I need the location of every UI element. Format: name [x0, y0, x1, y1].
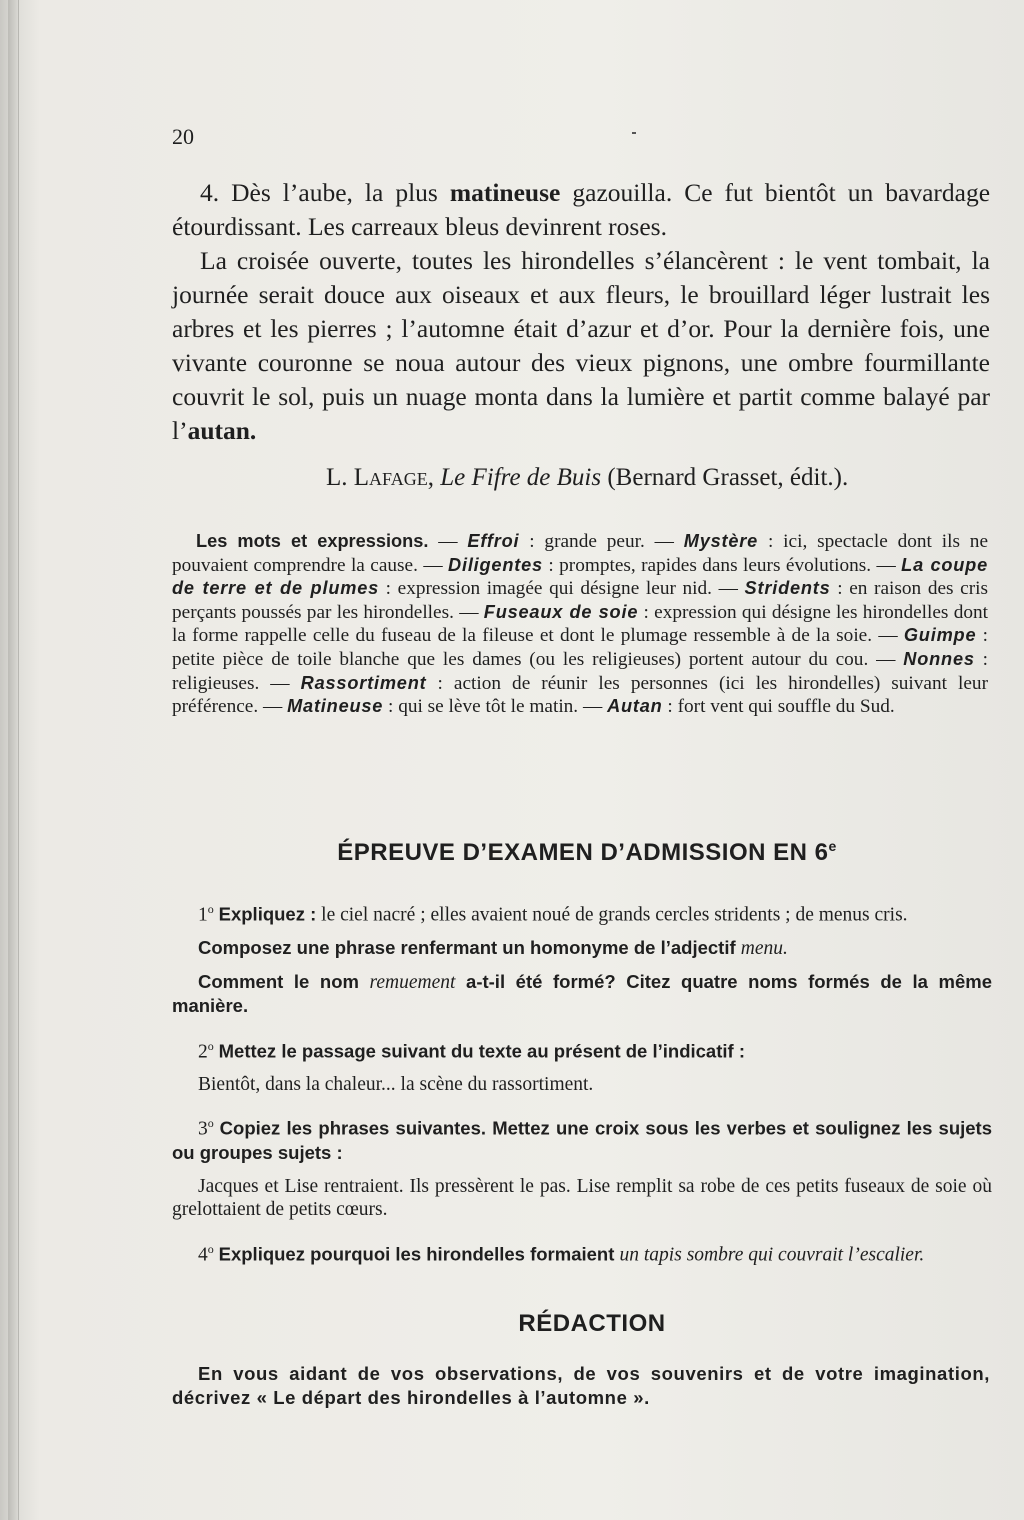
ordinal-mark: o: [207, 1116, 214, 1130]
attribution: [326, 464, 848, 492]
story-excerpt: [172, 176, 990, 448]
vocabulary-definition: : expression qui désigne les hirondelles dont la forme rappelle celle du fuseau de la fileuse et dont le plumage ressemble à de la soie. —: [172, 601, 988, 647]
redaction-heading: RÉDACTION: [518, 1310, 666, 1337]
story-paragraph-2: [172, 244, 990, 448]
exam-questions: [172, 898, 992, 1276]
question-1b: [172, 936, 992, 961]
question-text: Bientôt, dans la chaleur... la scène du rassortiment.: [198, 1073, 594, 1095]
question-number: 3: [198, 1118, 208, 1140]
vocabulary-term: Nonnes: [903, 648, 975, 669]
ordinal-mark: o: [207, 1241, 214, 1256]
question-label: Comment le nom: [198, 970, 370, 992]
vocabulary-term: Stridents: [744, 578, 831, 599]
story-text: 4. Dès l’aube, la plus: [200, 178, 450, 207]
vocabulary-definition: : expression imagée qui désigne leur nid. —: [379, 578, 745, 600]
question-text: le ciel nacré ; elles avaient noué de grands cercles stridents ; de menus cris.: [316, 904, 908, 926]
question-number: 4: [198, 1244, 208, 1265]
story-bold-word: matineuse: [449, 178, 561, 207]
publisher: (Bernard Grasset, édit.).: [601, 464, 849, 491]
vocabulary-definition: : ici, spectacle dont ils ne pouvaient comprendre la cause. —: [172, 531, 989, 576]
vocabulary-term: Rassortiment: [300, 672, 427, 693]
question-italic: remuement: [369, 971, 456, 993]
author-name: Lafage: [353, 464, 428, 491]
attribution-separator: ,: [427, 464, 441, 491]
ordinal-mark: o: [207, 902, 214, 916]
question-3-text: [172, 1175, 992, 1222]
question-italic: menu.: [740, 938, 788, 959]
redaction-prompt: En vous aidant de vos observations, de vos souvenirs et de votre imagination, décrivez « Le départ des hirondelles à l’automne ».: [172, 1363, 990, 1408]
question-number: 1: [198, 904, 208, 926]
question-italic: un tapis sombre qui couvrait l’escalier.: [619, 1244, 925, 1265]
vocabulary-heading: Les mots et expressions.: [196, 531, 429, 551]
story-bold-word: autan.: [187, 416, 257, 445]
question-label: Expliquez pourquoi les hirondelles formaient: [218, 1243, 620, 1264]
vocabulary-term: Diligentes: [448, 554, 543, 575]
book-title: Le Fifre de Buis: [440, 464, 602, 491]
vocabulary-definition: : promptes, rapides dans leurs évolutions. —: [542, 554, 902, 576]
vocabulary-term: Matineuse: [287, 696, 384, 717]
vocabulary-term: Effroi: [467, 531, 520, 551]
page-number: 20: [172, 124, 194, 149]
vocabulary-term: Guimpe: [903, 625, 977, 646]
story-paragraph-1: [172, 176, 990, 244]
question-label: Expliquez :: [218, 903, 317, 925]
vocabulary-term: La coupe de terre et de plumes: [172, 554, 989, 599]
vocabulary-definition: : qui se lève tôt le matin. —: [383, 696, 608, 718]
vocabulary-definition: : en raison des cris perçants poussés par les hirondelles. —: [172, 578, 988, 623]
question-label: a-t-il été formé? Citez quatre noms formés de la même manière.: [172, 970, 992, 1016]
exam-heading: [0, 838, 1024, 867]
print-mark: [632, 132, 636, 134]
vocabulary-dash: —: [428, 531, 468, 552]
vocabulary-section: [172, 530, 988, 719]
question-3: [172, 1112, 992, 1166]
question-label: Mettez le passage suivant du texte au présent de l’indicatif :: [218, 1040, 745, 1061]
page-binding-edge: [8, 0, 19, 1520]
question-4: [172, 1238, 992, 1267]
question-1: [172, 898, 992, 927]
vocabulary-definition: : fort vent qui souffle du Sud.: [662, 696, 895, 718]
ordinal-mark: o: [207, 1038, 214, 1053]
vocabulary-term: Autan: [607, 696, 663, 717]
exam-heading-text: ÉPREUVE D’EXAMEN D’ADMISSION EN 6: [337, 839, 829, 866]
vocabulary-term: Mystère: [683, 531, 759, 551]
question-2: [172, 1035, 992, 1064]
vocabulary-definition: : action de réunir les personnes (ici les hirondelles) suivant leur préférence. —: [172, 672, 988, 718]
vocabulary-definition: : grande peur. —: [519, 531, 684, 552]
story-text: La croisée ouverte, toutes les hirondelles s’élancèrent : le vent tombait, la journée serait douce aux oiseaux et aux fleurs, le brouillard léger lustrait les arbres et les pierres ; l’automne était d’azur et d’or. Pour la dernière fois, une vivante couronne se noua autour des vieux pignons, une ombre fourmillante couvrit le sol, puis un nuage monta dans la lumière et partit comme balayé par l’: [172, 246, 990, 445]
author-initial: L.: [326, 464, 354, 491]
question-label: Copiez les phrases suivantes. Mettez une croix sous les verbes et soulignez les sujets ou groupes sujets :: [172, 1117, 993, 1163]
question-1c: [172, 970, 992, 1019]
vocabulary-list: [172, 531, 988, 717]
question-number: 2: [198, 1041, 208, 1062]
question-2-text: [172, 1073, 992, 1097]
question-text: Jacques et Lise rentraient. Ils pressèrent le pas. Lise remplit sa robe de ces petits fuseaux de soie où grelottaient de petits cœurs.: [172, 1175, 992, 1220]
exam-heading-sup: e: [828, 838, 837, 854]
story-text: gazouilla. Ce fut bientôt un bavardage étourdissant. Les carreaux bleus devinrent roses.: [172, 178, 991, 241]
vocabulary-definition: : religieuses. —: [172, 648, 988, 694]
vocabulary-term: Fuseaux de soie: [483, 601, 639, 622]
question-label: Composez une phrase renfermant un homonyme de l’adjectif: [198, 937, 741, 958]
vocabulary-definition: : petite pièce de toile blanche que les dames (ou les religieuses) portent autour du cou. —: [172, 625, 988, 670]
